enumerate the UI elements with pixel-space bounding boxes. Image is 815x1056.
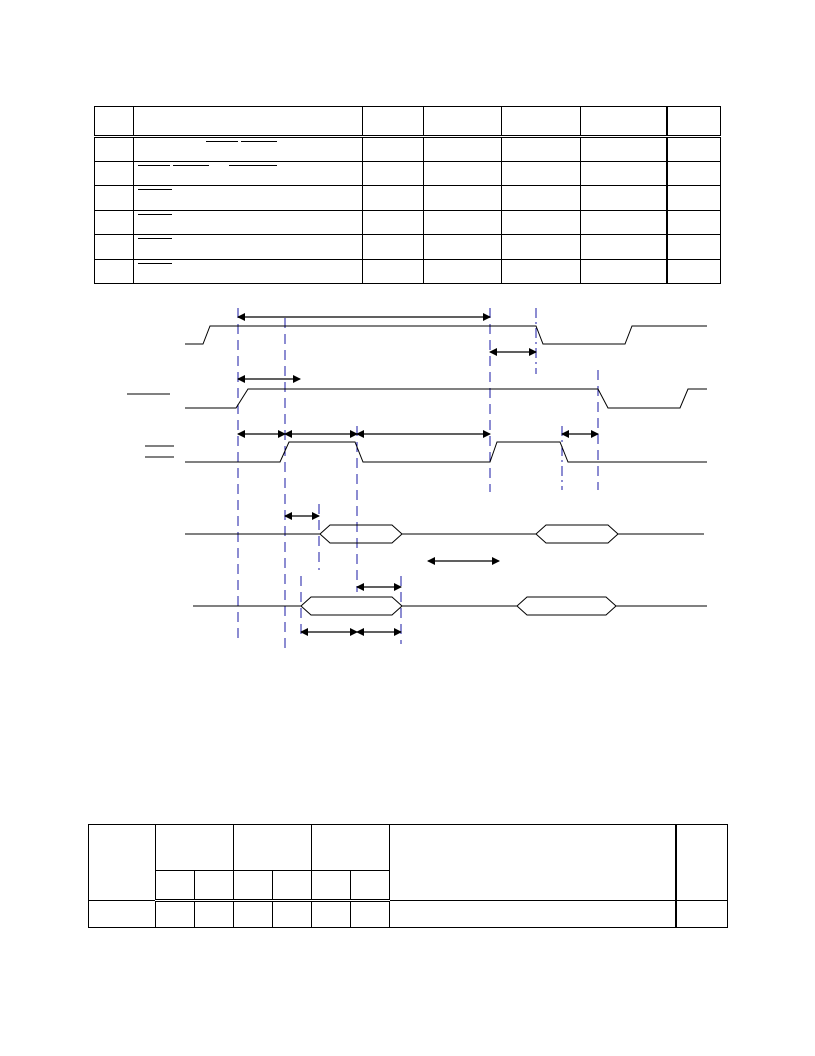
data-valid-window [517, 597, 616, 615]
header-group-cell [312, 825, 390, 871]
waveform-signal-1 [185, 326, 707, 344]
data-valid-window [320, 525, 402, 543]
table-row [89, 901, 728, 928]
header-cell-symbol [89, 825, 156, 901]
header-cell-unit [676, 825, 728, 901]
data-valid-window [536, 525, 618, 543]
timing-guide-lines [238, 308, 598, 650]
header-group-cell [234, 825, 312, 871]
header-group-cell [156, 825, 234, 871]
data-valid-window [301, 597, 402, 615]
waveform-signal-3 [185, 442, 707, 462]
table-header-row [89, 825, 728, 871]
header-cell-conditions [390, 825, 676, 901]
waveform-signal-2 [185, 389, 707, 408]
characteristics-table [88, 824, 728, 928]
